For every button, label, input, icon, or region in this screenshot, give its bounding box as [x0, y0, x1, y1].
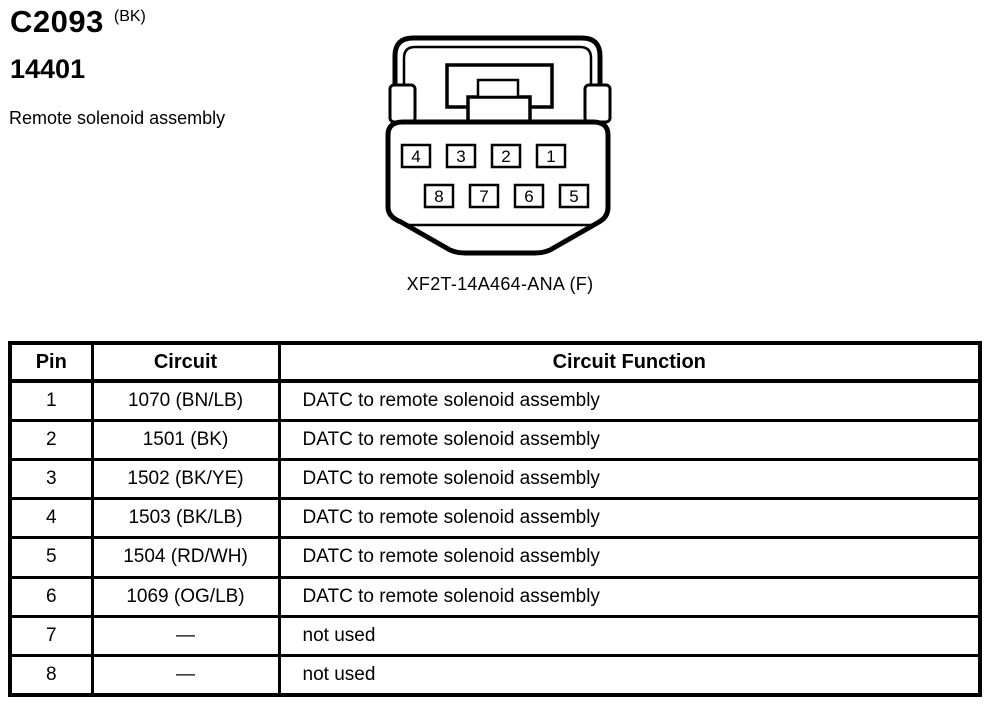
- pin-label-7: 7: [479, 187, 489, 206]
- column-header-circuit: Circuit: [92, 343, 279, 381]
- column-header-pin: Pin: [10, 343, 92, 381]
- circuit-cell: 1070 (BN/LB): [92, 381, 279, 421]
- wing-right-icon: [585, 85, 610, 122]
- function-cell: DATC to remote solenoid assembly: [279, 421, 980, 460]
- pin-label-1: 1: [546, 147, 556, 166]
- connector-diagram: [383, 31, 617, 263]
- table-row: [10, 577, 980, 616]
- table-row: [10, 460, 980, 499]
- circuit-cell: —: [92, 655, 279, 695]
- pin-cell: 1: [10, 381, 92, 421]
- function-cell: DATC to remote solenoid assembly: [279, 381, 980, 421]
- function-cell: not used: [279, 655, 980, 695]
- circuit-cell: —: [92, 616, 279, 655]
- column-header-circuit-function: Circuit Function: [279, 343, 980, 381]
- circuit-cell: 1504 (RD/WH): [92, 538, 279, 577]
- pin-label-5: 5: [569, 187, 579, 206]
- pin-cell: 5: [10, 538, 92, 577]
- function-cell: not used: [279, 616, 980, 655]
- circuit-cell: 1502 (BK/YE): [92, 460, 279, 499]
- pinout-table: [8, 341, 982, 697]
- connector-description: Remote solenoid assembly: [9, 108, 226, 128]
- connector-part-label: XF2T-14A464-ANA (F): [406, 274, 594, 294]
- function-cell: DATC to remote solenoid assembly: [279, 577, 980, 616]
- latch-button: [478, 80, 518, 97]
- table-header-row: [10, 343, 980, 381]
- table-row: [10, 616, 980, 655]
- circuit-cell: 1503 (BK/LB): [92, 499, 279, 538]
- latch-tab: [468, 97, 530, 122]
- table-row: [10, 381, 980, 421]
- circuit-cell: 1501 (BK): [92, 421, 279, 460]
- table-row: [10, 655, 980, 695]
- table-row: [10, 499, 980, 538]
- pin-label-6: 6: [524, 187, 534, 206]
- pin-cell: 7: [10, 616, 92, 655]
- pin-label-2: 2: [501, 147, 511, 166]
- connector-id: C2093: [10, 4, 104, 39]
- function-cell: DATC to remote solenoid assembly: [279, 460, 980, 499]
- connector-title: [10, 6, 146, 37]
- pin-cell: 3: [10, 460, 92, 499]
- pin-cell: 8: [10, 655, 92, 695]
- circuit-cell: 1069 (OG/LB): [92, 577, 279, 616]
- pin-cell: 6: [10, 577, 92, 616]
- function-cell: DATC to remote solenoid assembly: [279, 499, 980, 538]
- function-cell: DATC to remote solenoid assembly: [279, 538, 980, 577]
- pin-label-4: 4: [411, 147, 421, 166]
- connector-color-code: (BK): [113, 8, 146, 25]
- table-row: [10, 538, 980, 577]
- pin-cell: 2: [10, 421, 92, 460]
- pin-label-8: 8: [434, 187, 444, 206]
- table-row: [10, 421, 980, 460]
- pin-label-3: 3: [456, 147, 466, 166]
- wing-left-icon: [390, 85, 415, 122]
- part-number: 14401: [10, 54, 86, 84]
- pin-cell: 4: [10, 499, 92, 538]
